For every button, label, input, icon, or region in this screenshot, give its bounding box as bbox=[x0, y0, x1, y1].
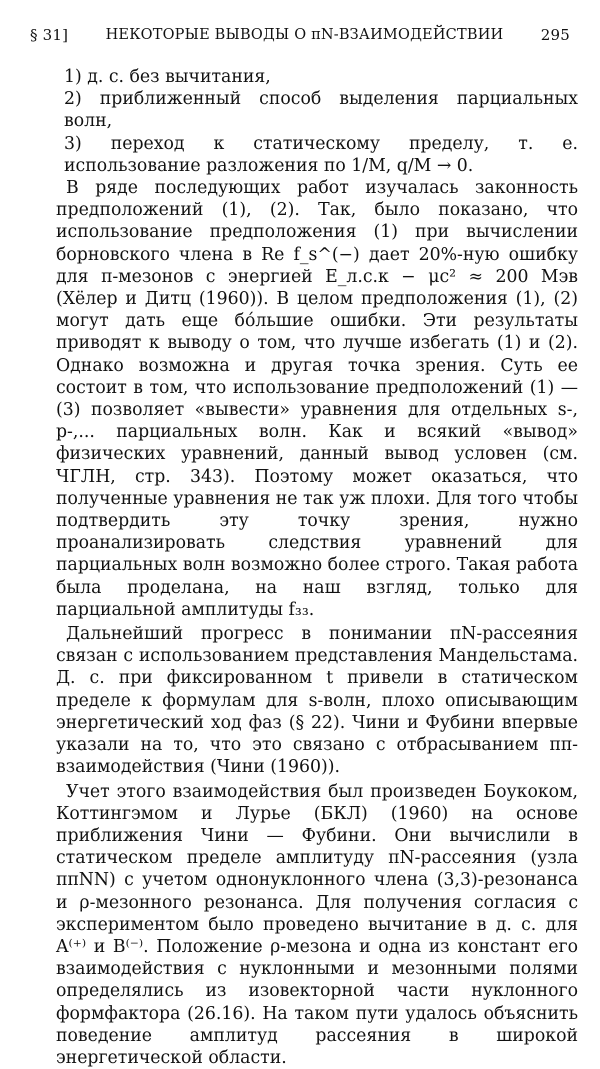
paragraph-1: В ряде последующих работ изучалась законность предположений (1), (2). Так, было показано, что использование предположения (1) при вычислении борновского члена в Re f_s^(−) дает 20%-ную ошибку для π-мезонов с энергией E_л.с.к − μc² ≈ 200 Мэв (Хёлер и Дитц (1960)). В целом предположения (1), (2) могут дать еще бо́льшие ошибки. Эти результаты приводят к выводу о том, что лучше избегать (1) и (2). Однако возможна и другая точка зрения. Суть ее состоит в том, что использование предположений (1) — (3) позволяет «вывести» уравнения для отдельных s-, p-,... парциальных волн. Как и всякий «вывод» физических уравнений, данный вывод условен (см. ЧГЛН, стр. 343). Поэтому может оказаться, что полученные уравнения не так уж плохи. Для того чтобы подтвердить эту точку зрения, нужно проанализировать следствия уравнений для парциальных волн возможно более строго. Такая работа была проделана, на наш взгляд, только для парциальной амплитуды f₃₃. bbox=[56, 177, 578, 621]
list-item-3: 3) переход к статическому пределу, т. е. использование разложения по 1/M, q/M → 0. bbox=[56, 133, 578, 177]
paragraph-2: Дальнейший прогресс в понимании πN-рассеяния связан с использованием представления Мандельстама. Д. с. при фиксированном t привели в статическом пределе к формулам для s-волн, плохо описывающим энергетический ход фаз (§ 22). Чини и Фубини впервые указали на то, что это связано с отбрасыванием ππ-взаимодействия (Чини (1960)). bbox=[56, 623, 578, 778]
section-ref: § 31] bbox=[30, 26, 68, 44]
page-number: 295 bbox=[541, 26, 570, 44]
running-header bbox=[30, 22, 570, 48]
running-title: НЕКОТОРЫЕ ВЫВОДЫ О πN-ВЗАИМОДЕЙСТВИИ bbox=[106, 27, 504, 43]
list-item-1: 1) д. с. без вычитания, bbox=[56, 66, 578, 88]
list-item-2: 2) приближенный способ выделения парциальных волн, bbox=[56, 88, 578, 132]
paragraph-3: Учет этого взаимодействия был произведен Боукоком, Коттингэмом и Лурье (БКЛ) (1960) на основе приближения Чини — Фубини. Они вычислили в статическом пределе амплитуду πN-рассеяния (узла ππNN) с учетом однонуклонного члена (3,3)-резонанса и ρ-мезонного резонанса. Для получения согласия с экспериментом было проведено вычитание в д. с. для A⁽⁺⁾ и B⁽⁻⁾. Положение ρ-мезона и одна из констант его взаимодействия с нуклонными и мезонными полями определялись из изовекторной части нуклонного формфактора (26.16). На таком пути удалось объяснить поведение амплитуд рассеяния в широкой энергетической области. bbox=[56, 781, 578, 1069]
page-body bbox=[56, 66, 578, 1069]
